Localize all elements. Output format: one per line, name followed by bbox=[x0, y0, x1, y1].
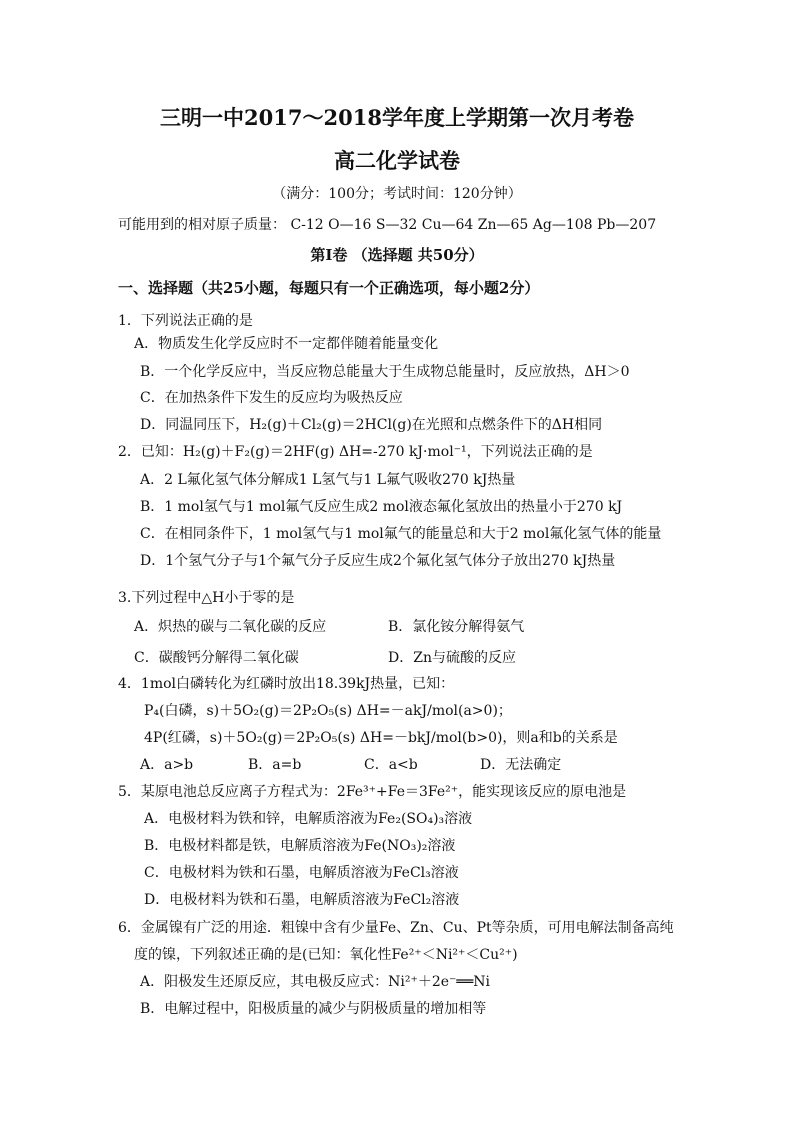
section-heading: 一、选择题（共25小题，每题只有一个正确选项，每小题2分） bbox=[118, 279, 540, 297]
q4-equation-2: 4P(红磷，s)＋5O₂(g)＝2P₂O₅(s) ΔH=－bkJ/mol(b>0)，则a和b的关系是 bbox=[144, 730, 618, 746]
q5-option-c: C．电极材料为铁和石墨，电解质溶液为FeCl₃溶液 bbox=[144, 865, 459, 881]
question-6: 6．金属镍有广泛的用途．粗镍中含有少量Fe、Zn、Cu、Pt等杂质，可用电解法制备高纯 bbox=[118, 920, 674, 936]
atomic-masses: 可能用到的相对原子质量： C-12 O—16 S—32 Cu—64 Zn—65 Ag—108 Pb—207 bbox=[118, 217, 657, 233]
q1-option-c: C．在加热条件下发生的反应均为吸热反应 bbox=[140, 390, 403, 406]
question-6-continued: 度的镍，下列叙述正确的是(已知：氧化性Fe²⁺＜Ni²⁺＜Cu²⁺) bbox=[134, 947, 518, 963]
q6-option-a: A．阳极发生还原反应，其电极反应式：Ni²⁺＋2e⁻══Ni bbox=[140, 974, 491, 990]
q5-option-a: A．电极材料为铁和锌，电解质溶液为Fe₂(SO₄)₃溶液 bbox=[144, 811, 473, 827]
exam-meta: （满分：100分；考试时间：120分钟） bbox=[272, 186, 522, 202]
q4-option-b: B．a=b bbox=[248, 757, 302, 773]
q3-option-c: C．碳酸钙分解得二氧化碳 bbox=[134, 650, 299, 666]
q1-option-d: D．同温同压下，H₂(g)＋Cl₂(g)＝2HCl(g)在光照和点燃条件下的ΔH相同 bbox=[140, 417, 603, 433]
q4-option-d: D．无法确定 bbox=[480, 757, 562, 773]
exam-subtitle: 高二化学试卷 bbox=[334, 148, 460, 173]
q1-option-b: B．一个化学反应中，当反应物总能量大于生成物总能量时，反应放热，ΔH＞0 bbox=[140, 364, 630, 380]
question-3: 3.下列过程中△H小于零的是 bbox=[118, 590, 295, 606]
q3-option-d: D．Zn与硫酸的反应 bbox=[388, 650, 516, 666]
q4-option-c: C．a<b bbox=[364, 757, 418, 773]
q3-option-a: A．炽热的碳与二氧化碳的反应 bbox=[134, 619, 327, 635]
question-4: 4．1mol白磷转化为红磷时放出18.39kJ热量，已知： bbox=[118, 676, 455, 692]
q6-option-b: B．电解过程中，阳极质量的减少与阴极质量的增加相等 bbox=[140, 1001, 487, 1017]
question-5: 5．某原电池总反应离子方程式为：2Fe³⁺+Fe＝3Fe²⁺，能实现该反应的原电池是 bbox=[118, 784, 627, 800]
question-2: 2．已知：H₂(g)＋F₂(g)＝2HF(g) ΔH=-270 kJ·mol⁻¹，下列说法正确的是 bbox=[118, 444, 593, 460]
q3-option-b: B．氯化铵分解得氨气 bbox=[388, 619, 525, 635]
q2-option-b: B．1 mol氢气与1 mol氟气反应生成2 mol液态氟化氢放出的热量小于270 kJ bbox=[140, 499, 623, 515]
q5-option-d: D．电极材料为铁和石墨，电解质溶液为FeCl₂溶液 bbox=[144, 892, 460, 908]
q4-equation-1: P₄(白磷，s)＋5O₂(g)＝2P₂O₅(s) ΔH=－akJ/mol(a>0)； bbox=[144, 703, 512, 719]
q5-option-b: B．电极材料都是铁，电解质溶液为Fe(NO₃)₂溶液 bbox=[144, 838, 456, 854]
exam-title: 三明一中2017～2018学年度上学期第一次月考卷 bbox=[160, 105, 634, 130]
q4-option-a: A．a>b bbox=[140, 757, 194, 773]
part-heading: 第Ⅰ卷 （选择题 共50分） bbox=[310, 246, 484, 264]
q2-option-c: C．在相同条件下，1 mol氢气与1 mol氟气的能量总和大于2 mol氟化氢气体的能量 bbox=[140, 526, 662, 542]
q2-option-d: D．1个氢气分子与1个氟气分子反应生成2个氟化氢气体分子放出270 kJ热量 bbox=[140, 553, 616, 569]
q2-option-a: A．2 L氟化氢气体分解成1 L氢气与1 L氟气吸收270 kJ热量 bbox=[140, 472, 516, 488]
question-1: 1．下列说法正确的是 bbox=[118, 313, 253, 329]
q1-option-a: A．物质发生化学反应时不一定都伴随着能量变化 bbox=[134, 336, 439, 352]
